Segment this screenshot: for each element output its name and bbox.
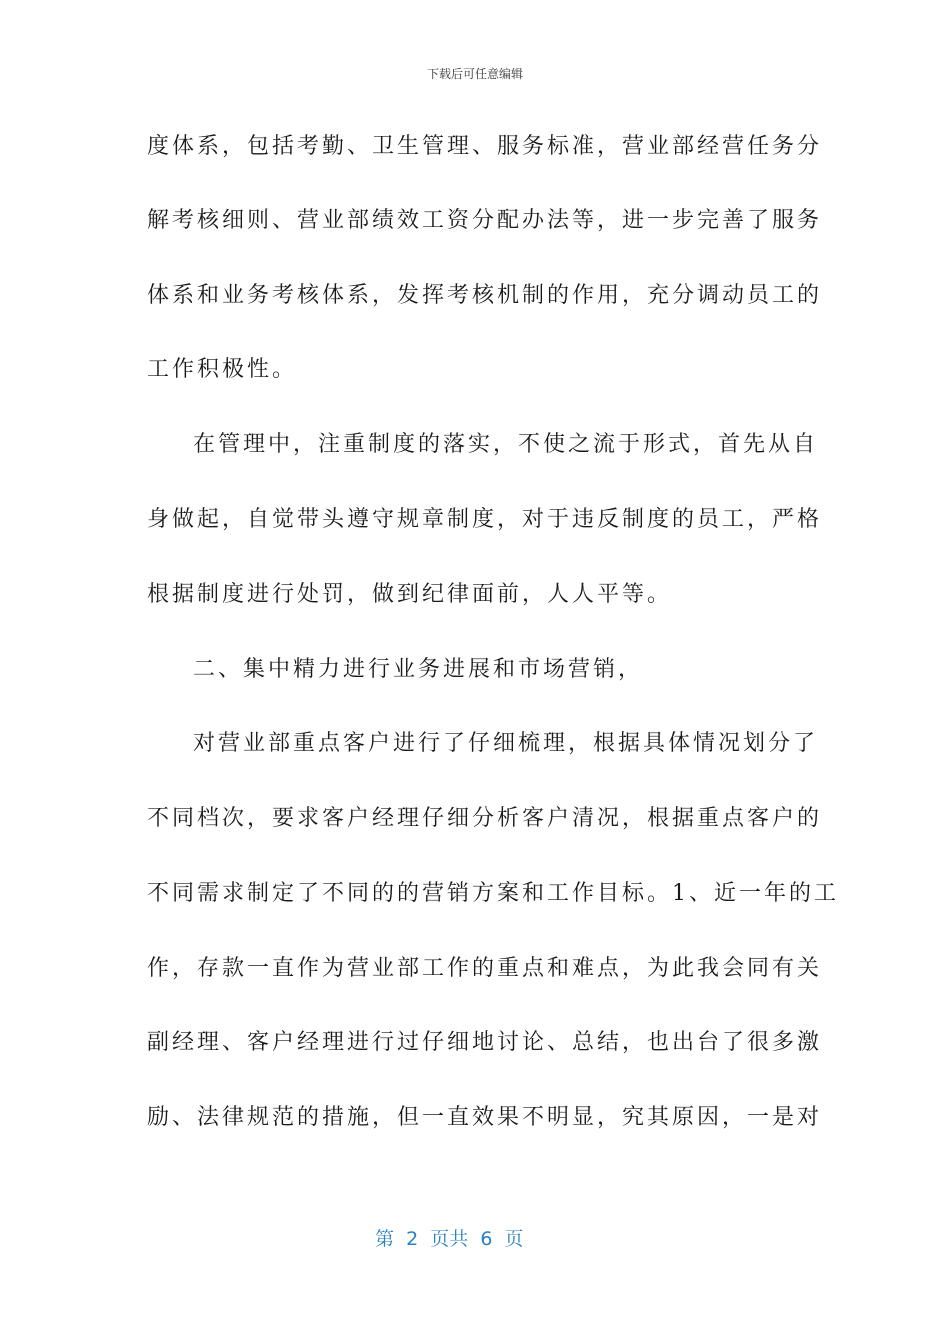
section-heading: 二、集中精力进行业务进展和市场营销， [193,657,644,682]
paragraph-start-line: 对营业部重点客户进行了仔细梳理，根据具体情况划分了 [193,731,819,756]
page-header-note: 下载后可任意编辑 [426,67,523,81]
text-line: 副经理、客户经理进行过仔细地讨论、总结，也出台了很多激 [147,1030,823,1055]
text-line: 励、法律规范的措施，但一直效果不明显，究其原因，一是对 [147,1105,823,1130]
text-line: 不同档次，要求客户经理仔细分析客户清况，根据重点客户的 [147,806,823,831]
text-line: 解考核细则、营业部绩效工资分配办法等，进一步完善了服务 [147,208,823,233]
text-line: 身做起，自觉带头遵守规章制度，对于违反制度的员工，严格 [147,507,823,532]
paragraph-start-line: 在管理中，注重制度的落实，不使之流于形式，首先从自 [193,432,819,457]
text-line: 不同需求制定了不同的的营销方案和工作目标。1、近一年的工 [147,881,839,906]
text-line: 工作积极性。 [147,357,298,382]
text-line: 根据制度进行处罚，做到纪律面前，人人平等。 [147,582,673,607]
text-line: 度体系，包括考勤、卫生管理、服务标准，营业部经营任务分 [147,134,823,159]
page-number-footer: 第 2 页共 6 页 [375,1228,524,1250]
text-line: 体系和业务考核体系，发挥考核机制的作用，充分调动员工的 [147,283,823,308]
text-line: 作，存款一直作为营业部工作的重点和难点，为此我会同有关 [147,956,823,981]
